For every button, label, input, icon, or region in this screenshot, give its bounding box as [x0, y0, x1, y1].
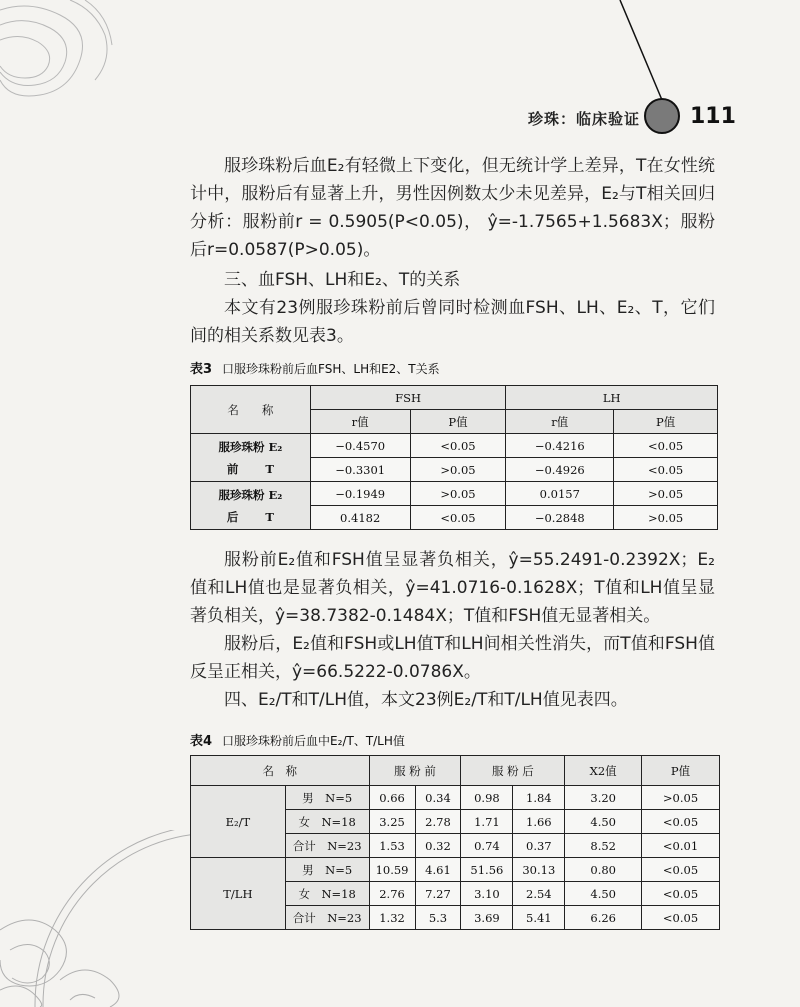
table-cell: 6.26	[565, 906, 642, 930]
table-cell: <0.05	[642, 882, 720, 906]
table-cell: 8.52	[565, 834, 642, 858]
table4-caption	[190, 730, 405, 749]
table3-row-before-line2: 前 T	[226, 461, 274, 476]
table-cell: 男 N=5	[285, 858, 369, 882]
table3-lh-p-header: P值	[614, 410, 718, 434]
table-cell: <0.05	[614, 434, 718, 458]
table-cell: 1.32	[369, 906, 415, 930]
table3-title: 口服珍珠粉前后血FSH、LH和E2、T关系	[222, 362, 440, 376]
table3-row-label-after	[191, 482, 311, 530]
table3-label: 表3	[190, 362, 213, 377]
table4-before-header: 服 粉 前	[369, 756, 461, 786]
table-cell: >0.05	[614, 506, 718, 530]
table-cell: −0.4216	[506, 434, 614, 458]
table-cell: 3.20	[565, 786, 642, 810]
table4-group-e2t: E₂/T	[191, 786, 286, 858]
table-cell: >0.05	[410, 458, 506, 482]
table3-fsh-header: FSH	[310, 386, 506, 410]
table-cell: 1.71	[461, 810, 513, 834]
table-cell: 0.0157	[506, 482, 614, 506]
table-cell: 4.50	[565, 882, 642, 906]
table3-row-after-line2: 后 T	[226, 509, 274, 524]
table-cell: 0.32	[415, 834, 461, 858]
table3-lh-header: LH	[506, 386, 718, 410]
paragraph-1: 服珍珠粉后血E₂有轻微上下变化，但无统计学上差异，T在女性统计中，服粉后有显著上升，男性因例数太少未见差异，E₂与T相关回归分析：服粉前r = 0.5905(P<0.05)， ŷ=-1.7565+1.5683X；服粉后r=0.0587(P>0.05)。	[190, 156, 715, 260]
paragraph-4: 服粉后，E₂值和FSH或LH值T和LH间相关性消失，而T值和FSH值反呈正相关，ŷ=66.5222-0.0786X。	[190, 634, 715, 682]
table-cell: <0.05	[642, 858, 720, 882]
table-cell: <0.05	[642, 810, 720, 834]
table-cell: <0.05	[410, 434, 506, 458]
table3-row-label-before	[191, 434, 311, 482]
table-cell: <0.01	[642, 834, 720, 858]
table4-p-header: P值	[642, 756, 720, 786]
table3-lh-r-header: r值	[506, 410, 614, 434]
table-cell: <0.05	[642, 906, 720, 930]
table-cell: 男 N=5	[285, 786, 369, 810]
table3-fsh-r-header: r值	[310, 410, 410, 434]
table3-fsh-p-header: P值	[410, 410, 506, 434]
table-cell: 5.41	[513, 906, 565, 930]
table-cell: 7.27	[415, 882, 461, 906]
table-cell: 1.66	[513, 810, 565, 834]
table4-group-tlh: T/LH	[191, 858, 286, 930]
table-cell: 30.13	[513, 858, 565, 882]
table-cell: 3.69	[461, 906, 513, 930]
table-cell: <0.05	[614, 458, 718, 482]
table3-caption	[190, 358, 440, 377]
table4-label: 表4	[190, 734, 213, 749]
running-head: 珍珠：临床验证	[528, 110, 641, 128]
table-cell: 3.10	[461, 882, 513, 906]
table-cell: 0.98	[461, 786, 513, 810]
table-cell: 10.59	[369, 858, 415, 882]
table-cell: <0.05	[410, 506, 506, 530]
table-cell: 0.34	[415, 786, 461, 810]
page-number: 111	[690, 104, 736, 129]
table-cell: 0.66	[369, 786, 415, 810]
table-4	[190, 755, 720, 930]
table-cell: 2.78	[415, 810, 461, 834]
table-cell: >0.05	[614, 482, 718, 506]
section-heading-3: 三、血FSH、LH和E₂、T的关系	[224, 270, 461, 290]
table-cell: −0.4570	[310, 434, 410, 458]
table-cell: >0.05	[410, 482, 506, 506]
table-cell: 女 N=18	[285, 882, 369, 906]
table-cell: 0.80	[565, 858, 642, 882]
table3-row-before-line1: 服珍珠粉 E₂	[218, 439, 283, 454]
table4-after-header: 服 粉 后	[461, 756, 565, 786]
table-cell: −0.2848	[506, 506, 614, 530]
table-cell: 1.53	[369, 834, 415, 858]
table-cell: 4.50	[565, 810, 642, 834]
table-cell: 0.74	[461, 834, 513, 858]
table-cell: 合计 N=23	[285, 834, 369, 858]
table-cell: 合计 N=23	[285, 906, 369, 930]
table-cell: 0.37	[513, 834, 565, 858]
table-cell: 4.61	[415, 858, 461, 882]
table-cell: 3.25	[369, 810, 415, 834]
table-cell: 2.54	[513, 882, 565, 906]
decorative-cloud-ornament-bottom	[0, 830, 220, 1007]
header-decoration	[0, 0, 800, 140]
table-cell: 2.76	[369, 882, 415, 906]
section-heading-4: 四、E₂/T和T/LH值，本文23例E₂/T和T/LH值见表四。	[224, 690, 628, 710]
table4-x2-header: X2值	[565, 756, 642, 786]
table4-title: 口服珍珠粉前后血中E₂/T、T/LH值	[222, 734, 405, 748]
table-cell: 51.56	[461, 858, 513, 882]
paragraph-2: 本文有23例服珍珠粉前后曾同时检测血FSH、LH、E₂、T，它们间的相关系数见表3。	[190, 298, 715, 346]
paragraph-3: 服粉前E₂值和FSH值呈显著负相关，ŷ=55.2491-0.2392X；E₂值和LH值也是显著负相关，ŷ=41.0716-0.1628X；T值和LH值呈显著负相关，ŷ=38.7382-0.1484X；T值和FSH值无显著相关。	[190, 550, 715, 626]
table4-name-header: 名 称	[191, 756, 370, 786]
table-cell: >0.05	[642, 786, 720, 810]
table-cell: 1.84	[513, 786, 565, 810]
table-cell: −0.4926	[506, 458, 614, 482]
table-3	[190, 385, 718, 530]
table-cell: 0.4182	[310, 506, 410, 530]
table-cell: −0.1949	[310, 482, 410, 506]
table3-row-after-line1: 服珍珠粉 E₂	[218, 487, 283, 502]
table3-name-header: 名 称	[191, 386, 311, 434]
table-cell: 5.3	[415, 906, 461, 930]
table-cell: −0.3301	[310, 458, 410, 482]
table-cell: 女 N=18	[285, 810, 369, 834]
